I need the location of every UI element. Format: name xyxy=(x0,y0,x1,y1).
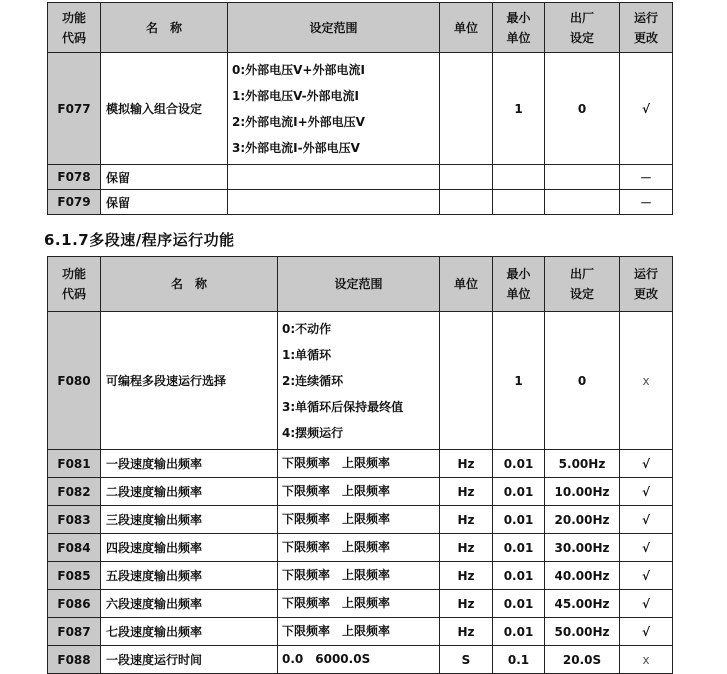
param-default: 10.00Hz xyxy=(545,478,620,506)
param-range xyxy=(278,534,440,562)
param-default: 45.00Hz xyxy=(545,590,620,618)
param-unit: Hz xyxy=(440,478,493,506)
parameter-table-1 xyxy=(47,2,673,215)
range-option: 0:不动作 xyxy=(282,321,332,336)
section-title: 6.1.7多段速/程序运行功能 xyxy=(44,231,235,249)
table-row xyxy=(48,618,673,646)
range-option: 下限频率 上限频率 xyxy=(282,512,391,526)
header-code: 功能 代码 xyxy=(48,3,101,53)
parameter-table-2 xyxy=(47,256,673,674)
param-code: F088 xyxy=(48,646,101,674)
param-name: 四段速度输出频率 xyxy=(101,534,278,562)
param-name: 三段速度输出频率 xyxy=(101,506,278,534)
param-runtime-change: √ xyxy=(620,590,673,618)
param-default: 40.00Hz xyxy=(545,562,620,590)
table-row xyxy=(48,506,673,534)
param-default: 0 xyxy=(545,53,620,165)
param-range xyxy=(278,646,440,674)
range-option: 下限频率 上限频率 xyxy=(282,540,391,554)
param-name: 模拟输入组合设定 xyxy=(101,53,228,165)
table-row xyxy=(48,534,673,562)
param-code: F085 xyxy=(48,562,101,590)
param-code: F078 xyxy=(48,165,101,190)
param-range xyxy=(278,478,440,506)
param-code: F082 xyxy=(48,478,101,506)
range-option: 3:单循环后保持最终值 xyxy=(282,399,404,414)
range-option: 1:外部电压V-外部电流I xyxy=(232,88,360,103)
header-default: 出厂 设定 xyxy=(545,257,620,312)
param-default: 20.0S xyxy=(545,646,620,674)
table-row xyxy=(48,590,673,618)
param-code: F077 xyxy=(48,53,101,165)
param-range xyxy=(278,450,440,478)
param-runtime-change: √ xyxy=(620,53,673,165)
param-name: 一段速度运行时间 xyxy=(101,646,278,674)
header-runtime-change: 运行 更改 xyxy=(620,3,673,53)
header-unit: 单位 xyxy=(440,257,493,312)
param-range xyxy=(278,506,440,534)
param-min-unit: 0.01 xyxy=(493,618,545,646)
param-name: 二段速度输出频率 xyxy=(101,478,278,506)
param-runtime-change: x xyxy=(620,646,673,674)
header-name: 名 称 xyxy=(101,3,228,53)
param-name: 五段速度输出频率 xyxy=(101,562,278,590)
header-min-unit: 最小 单位 xyxy=(493,257,545,312)
param-code: F080 xyxy=(48,312,101,450)
param-runtime-change: √ xyxy=(620,534,673,562)
param-unit: S xyxy=(440,646,493,674)
param-name: 保留 xyxy=(101,190,228,215)
table-row xyxy=(48,478,673,506)
param-runtime-change: √ xyxy=(620,562,673,590)
header-default: 出厂 设定 xyxy=(545,3,620,53)
param-name: 七段速度输出频率 xyxy=(101,618,278,646)
param-unit xyxy=(440,53,493,165)
param-default xyxy=(545,165,620,190)
param-unit: Hz xyxy=(440,618,493,646)
param-runtime-change: √ xyxy=(620,450,673,478)
param-default: 50.00Hz xyxy=(545,618,620,646)
param-min-unit: 0.01 xyxy=(493,478,545,506)
param-runtime-change: √ xyxy=(620,478,673,506)
param-default: 20.00Hz xyxy=(545,506,620,534)
table-row xyxy=(48,165,673,190)
param-code: F084 xyxy=(48,534,101,562)
param-min-unit: 1 xyxy=(493,53,545,165)
param-min-unit: 0.01 xyxy=(493,506,545,534)
param-default: 30.00Hz xyxy=(545,534,620,562)
param-code: F083 xyxy=(48,506,101,534)
param-code: F087 xyxy=(48,618,101,646)
header-min-unit: 最小 单位 xyxy=(493,3,545,53)
range-option: 下限频率 上限频率 xyxy=(282,624,391,638)
param-runtime-change: x xyxy=(620,312,673,450)
param-runtime-change: － xyxy=(620,165,673,190)
param-name: 保留 xyxy=(101,165,228,190)
range-option: 4:摆频运行 xyxy=(282,425,344,440)
header-runtime-change: 运行 更改 xyxy=(620,257,673,312)
param-min-unit xyxy=(493,165,545,190)
param-code: F079 xyxy=(48,190,101,215)
param-range xyxy=(228,190,440,215)
param-name: 六段速度输出频率 xyxy=(101,590,278,618)
param-unit xyxy=(440,312,493,450)
range-option: 下限频率 上限频率 xyxy=(282,484,391,498)
range-option: 2:外部电流I+外部电压V xyxy=(232,114,365,129)
range-option: 下限频率 上限频率 xyxy=(282,596,391,610)
range-option: 下限频率 上限频率 xyxy=(282,456,391,470)
param-unit xyxy=(440,165,493,190)
range-option: 2:连续循环 xyxy=(282,373,344,388)
param-min-unit: 1 xyxy=(493,312,545,450)
param-default xyxy=(545,190,620,215)
param-unit: Hz xyxy=(440,506,493,534)
param-min-unit xyxy=(493,190,545,215)
header-name: 名 称 xyxy=(101,257,278,312)
param-unit xyxy=(440,190,493,215)
param-code: F081 xyxy=(48,450,101,478)
range-option: 0.0 6000.0S xyxy=(282,652,371,666)
param-name: 可编程多段速运行选择 xyxy=(101,312,278,450)
param-range xyxy=(278,562,440,590)
table-row xyxy=(48,646,673,674)
param-range xyxy=(278,312,440,450)
table-row xyxy=(48,312,673,450)
param-name: 一段速度输出频率 xyxy=(101,450,278,478)
param-min-unit: 0.01 xyxy=(493,534,545,562)
param-range xyxy=(228,165,440,190)
param-min-unit: 0.01 xyxy=(493,562,545,590)
param-min-unit: 0.01 xyxy=(493,590,545,618)
param-range xyxy=(278,590,440,618)
param-runtime-change: √ xyxy=(620,618,673,646)
param-min-unit: 0.1 xyxy=(493,646,545,674)
header-unit: 单位 xyxy=(440,3,493,53)
param-default: 0 xyxy=(545,312,620,450)
table-row xyxy=(48,450,673,478)
header-range: 设定范围 xyxy=(278,257,440,312)
param-default: 5.00Hz xyxy=(545,450,620,478)
param-unit: Hz xyxy=(440,450,493,478)
range-option: 3:外部电流I-外部电压V xyxy=(232,140,360,155)
table-row xyxy=(48,562,673,590)
param-code: F086 xyxy=(48,590,101,618)
range-option: 1:单循环 xyxy=(282,347,332,362)
param-unit: Hz xyxy=(440,534,493,562)
table-row xyxy=(48,190,673,215)
header-range: 设定范围 xyxy=(228,3,440,53)
table-row xyxy=(48,53,673,165)
range-option: 下限频率 上限频率 xyxy=(282,568,391,582)
param-runtime-change: √ xyxy=(620,506,673,534)
param-min-unit: 0.01 xyxy=(493,450,545,478)
param-unit: Hz xyxy=(440,562,493,590)
param-unit: Hz xyxy=(440,590,493,618)
param-range xyxy=(278,618,440,646)
header-code: 功能 代码 xyxy=(48,257,101,312)
param-runtime-change: － xyxy=(620,190,673,215)
param-range xyxy=(228,53,440,165)
range-option: 0:外部电压V+外部电流I xyxy=(232,62,365,77)
